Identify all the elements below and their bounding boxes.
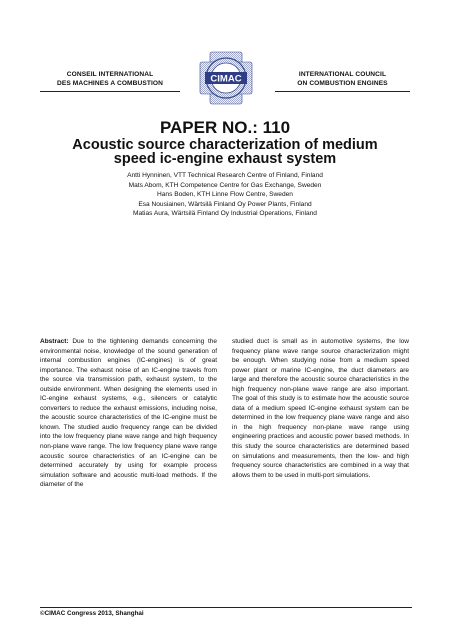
author-list — [40, 171, 410, 219]
paper-number: PAPER NO.: 110 — [159, 118, 291, 137]
abstract-label: Abstract: — [40, 338, 69, 345]
abstract-text-right: studied duct is small as in automotive systems, the low frequency plane wave range source characterization might be enough. When studying noise from a medium speed power plant or marine IC-engine, the duct diameters are large and therefore the acoustic source characteristics in the high frequency non-plane wave range are also important. The goal of this study is to estimate how the acoustic source data of a medium speed IC-engine exhaust system can be determined in the low frequency plane wave range and also in the high frequency non-plane wave range using engineering practices and acoustic power based methods. In this study the source characteristics are determined based on simulations and measurements, then the low- and high frequency source characteristics are combined in a way that allows them to be used in multi-port simulations. — [232, 338, 409, 479]
header-left-org — [40, 70, 180, 92]
author-line: Mats Abom, KTH Competence Centre for Gas Exchange, Sweden — [128, 181, 322, 189]
header-right-rule — [275, 91, 410, 92]
footer-rule — [40, 607, 412, 608]
title-line-1: Acoustic source characterization of medium — [72, 137, 378, 153]
abstract-left-column — [40, 337, 217, 490]
header-right-org — [275, 70, 410, 92]
header-left-line2: DES MACHINES A COMBUSTION — [56, 80, 164, 87]
cimac-logo — [196, 48, 256, 108]
author-line: Esa Nousiainen, Wärtsilä Finland Oy Power Plants, Finland — [138, 200, 312, 208]
author-line: Hans Boden, KTH Linne Flow Centre, Sweden — [157, 191, 293, 199]
paper-title — [40, 139, 410, 166]
header-right-line2: ON COMBUSTION ENGINES — [297, 80, 388, 87]
author-line: Matias Aura, Wärtsilä Finland Oy Industrial Operations, Finland — [133, 210, 317, 218]
abstract-right-column — [232, 337, 409, 480]
header-left-line1: CONSEIL INTERNATIONAL — [66, 71, 154, 78]
logo-text: CIMAC — [210, 73, 242, 85]
footer-copyright: ©CIMAC Congress 2013, Shanghai — [40, 610, 144, 617]
header-left-rule — [40, 91, 180, 92]
header-right-line1: INTERNATIONAL COUNCIL — [298, 71, 387, 78]
author-line: Antti Hynninen, VTT Technical Research Centre of Finland, Finland — [127, 172, 323, 179]
abstract-text-left: Due to the tightening demands concerning the environmental noise, knowledge of the sound generation of internal combustion engines (IC-engines) is of great importance. The exhaust noise of an IC-engine travels from the source via transmission path, exhaust system, to the outside environment. When designing the elements used in IC-engine exhaust systems, e.g., silencers or catalytic converters to reduce the exhaust emissions, including noise, the acoustic source characteristics of the IC-engine must be known. The studied audio frequency range can be divided into the low frequency plane wave range and high frequency non-plane wave range. The low frequency plane wave range acoustic source characteristics of an IC-engine can be determined accurately by using for example process simulation software and acoustic multi-load methods. If the diameter of the — [40, 338, 217, 489]
title-line-2: speed ic-engine exhaust system — [113, 150, 337, 167]
